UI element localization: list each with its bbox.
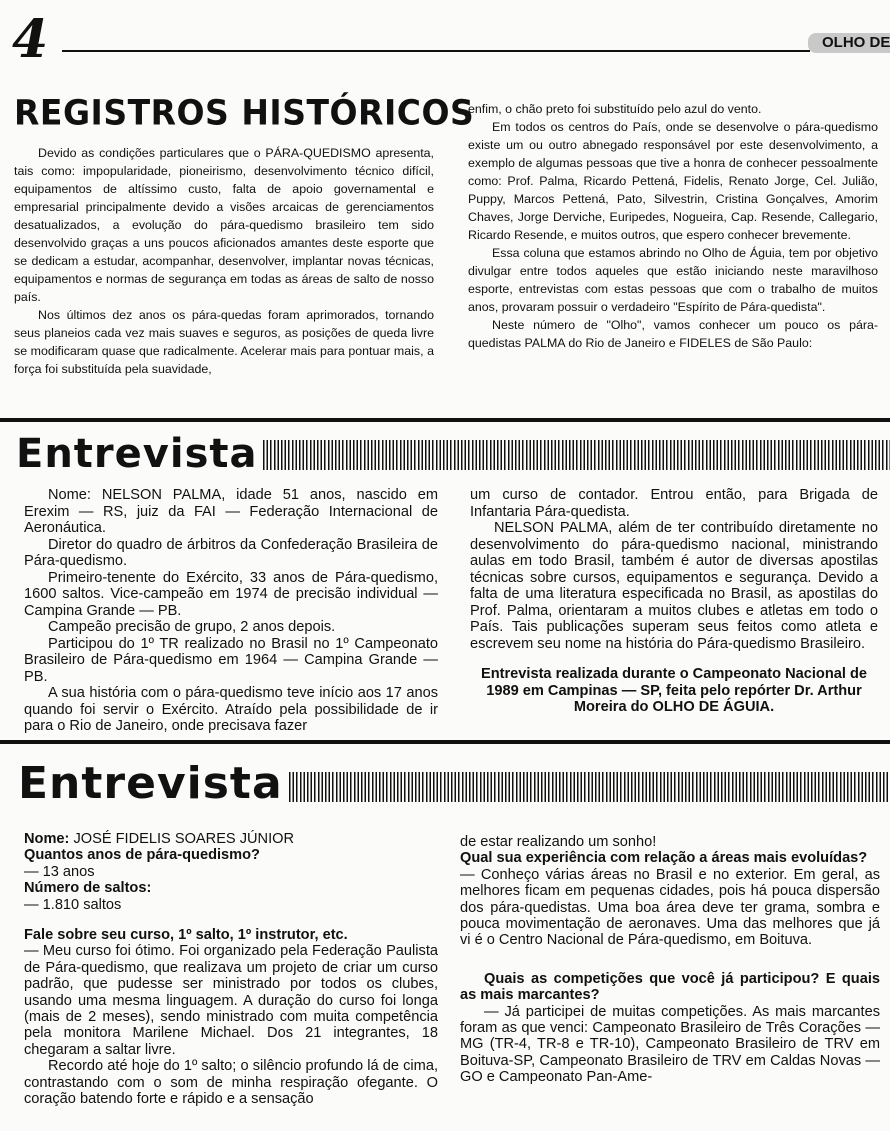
section-title: REGISTROS HISTÓRICOS	[14, 91, 475, 133]
question: Fale sobre seu curso, 1º salto, 1º instrutor, etc.	[24, 927, 348, 944]
paragraph: Devido as condições particulares que o PÁRA-QUEDISMO apresenta, tais como: impopularidade, pioneirismo, desenvolvimento técnico difícil, equipamentos de altíssimo custo, falta de apoio governamental e empresarial principalmente devido a visões arcaicas de gerenciamentos desatualizados, a evolução do pára-quedismo brasileiro tem sido desenvolvido graças a uns poucos aficionados amantes deste esporte que se dedicam a estudar, acompanhar, desenvolver, implantar novas técnicas, equipamentos e normas de segurança em todas as áreas de salto de nosso país.	[14, 146, 434, 304]
answer: — Conheço várias áreas no Brasil e no exterior. Em geral, as melhores ficam em pequenas cidades, pois há pouca dispersão dos pára-quedistas. Uma boa área deve ter grama, sombra e pouca movimentação de aeronaves. Uma das melhores que já vi é o Centro Nacional de Pára-quedismo, em Boituva.	[460, 866, 880, 949]
answer: — 13 anos	[24, 863, 95, 880]
paragraph: NELSON PALMA, além de ter contribuído diretamente no desenvolvimento do pára-quedismo nacional, ministrando aulas em todo Brasil, também é autor de diversas apostilas técnicas sobre cursos, equipamentos e segurança. Devido a falta de uma literatura especificada no Brasil, as apostilas do Prof. Palma, orientaram a muitos clubes e atletas em todo o País. Tais publicações superam seus feitos como atleta e escrevem seu nome na história do Pára-quedismo Brasileiro.	[470, 520, 878, 652]
answer: Recordo até hoje do 1º salto; o silêncio profundo lá de cima, contrastando com o som de minha respiração ofegante. O coração batendo forte e rápido e a sensação	[24, 1058, 438, 1108]
name-line	[24, 831, 438, 847]
paragraph: Participou do 1º TR realizado no Brasil no 1º Campeonato Brasileiro de Pára-quedismo em 1964 — Campina Grande — PB.	[24, 635, 438, 685]
section-divider	[0, 740, 890, 744]
interview-credit: Entrevista realizada durante o Campeonato Nacional de 1989 em Campinas — SP, feita pelo repórter Dr. Arthur Moreira do OLHO DE ÁGUIA.	[480, 666, 868, 715]
paragraph: Neste número de "Olho", vamos conhecer um pouco os pára-quedistas PALMA do Rio de Janeiro e FIDELES de São Paulo:	[468, 318, 878, 350]
paragraph: enfim, o chão preto foi substituído pelo azul do vento.	[468, 102, 762, 116]
paragraph: A sua história com o pára-quedismo teve início aos 17 anos quando foi servir o Exército. Atraído pela possibilidade de ir para o Rio de Janeiro, onde precisava fazer	[24, 685, 438, 734]
paragraph: Nome: NELSON PALMA, idade 51 anos, nascido em Erexim — RS, juiz da FAI — Federação Internacional de Aeronáutica.	[24, 487, 438, 536]
banner-hatch	[263, 440, 890, 470]
paragraph: Campeão precisão de grupo, 2 anos depois.	[48, 619, 336, 635]
page-number: 4	[12, 9, 49, 70]
interview2-left-column	[24, 831, 438, 1108]
question: Número de saltos:	[24, 880, 152, 897]
spacer	[24, 913, 438, 927]
interview-banner	[0, 422, 890, 477]
answer: de estar realizando um sonho!	[460, 834, 657, 850]
name-label: Nome:	[24, 831, 70, 847]
paragraph: Em todos os centros do País, onde se desenvolve o pára-quedismo existe um ou outro abnegado responsável por este desenvolvimento, a exemplo de algumas pessoas que tive a honra de conhecer pessoalmente como: Prof. Palma, Ricardo Pettená, Fidelis, Renato Jorge, Cel. Julião, Puppy, Marcos Pettená, Pato, Silvestrin, Cristina Gonçalves, Amorim Chaves, Jorge Derviche, Euripedes, Nogueira, Cap. Resende, Callegario, Ricardo Resende, e muitos outros, que espero conhecer brevemente.	[468, 120, 878, 242]
question: Quantos anos de pára-quedismo?	[24, 847, 260, 864]
question: Quais as competições que você já participou? E quais as mais marcantes?	[460, 970, 880, 1004]
spacer	[460, 949, 880, 971]
interview2-right-column	[460, 834, 880, 1086]
interview1-left-column	[24, 487, 438, 735]
paragraph: Diretor do quadro de árbitros da Confederação Brasileira de Pára-quedismo.	[24, 536, 438, 569]
banner-title: Entrevista	[16, 431, 258, 477]
historical-right-column	[468, 100, 878, 352]
name-value: JOSÉ FIDELIS SOARES JÚNIOR	[73, 831, 295, 847]
question: Qual sua experiência com relação a áreas mais evoluídas?	[460, 850, 868, 867]
banner-title: Entrevista	[18, 758, 283, 809]
interview-banner	[0, 754, 890, 809]
paragraph: Primeiro-tenente do Exército, 33 anos de Pára-quedismo, 1600 saltos. Vice-campeão em 1974 de precisão individual — Campina Grande — PB.	[24, 569, 438, 619]
paragraph: um curso de contador. Entrou então, para Brigada de Infantaria Pára-quedista.	[470, 487, 878, 520]
answer: — 1.810 saltos	[24, 896, 122, 913]
answer: — Meu curso foi ótimo. Foi organizado pela Federação Paulista de Pára-quedismo, que realizava um projeto de criar um curso padrão, que pudesse ser ministrado por todos os clubes, usando uma mesma linguagem. A duração do curso foi longa (mais de 2 meses), sendo ministrado com muita competência pela monitora Marilene Michael. Dos 21 integrantes, 18 chegaram a saltar livre.	[24, 943, 438, 1058]
interview1-right-column	[470, 487, 878, 716]
answer: — Já participei de muitas competições. As mais marcantes foram as que venci: Campeonato Brasileiro de Três Corações — MG (TR-4, TR-8 e TR-10), Campeonato Brasileiro de TRV em Boituva-SP, Campeonato Brasileiro de TRV em Caldas Novas — GO e Campeonato Pan-Ame-	[460, 1003, 880, 1086]
header-rule	[62, 50, 810, 52]
banner-hatch	[289, 772, 890, 802]
historical-left-column	[14, 144, 434, 378]
publication-tab: OLHO DE	[808, 33, 890, 53]
paragraph: Nos últimos dez anos os pára-quedas foram aprimorados, tornando seus planeios cada vez mais suaves e seguros, as posições de queda livre se modificaram quase que radicalmente. Acelerar mais para pontuar mais, a força foi substituída pela suavidade,	[14, 308, 434, 376]
paragraph: Essa coluna que estamos abrindo no Olho de Águia, tem por objetivo divulgar entre todos aqueles que estão iniciando neste maravilhoso esporte, entrevistas com estas pessoas que com o trabalho de muitos anos, provaram possuir o verdadeiro "Espírito de Pára-quedista".	[468, 246, 878, 314]
